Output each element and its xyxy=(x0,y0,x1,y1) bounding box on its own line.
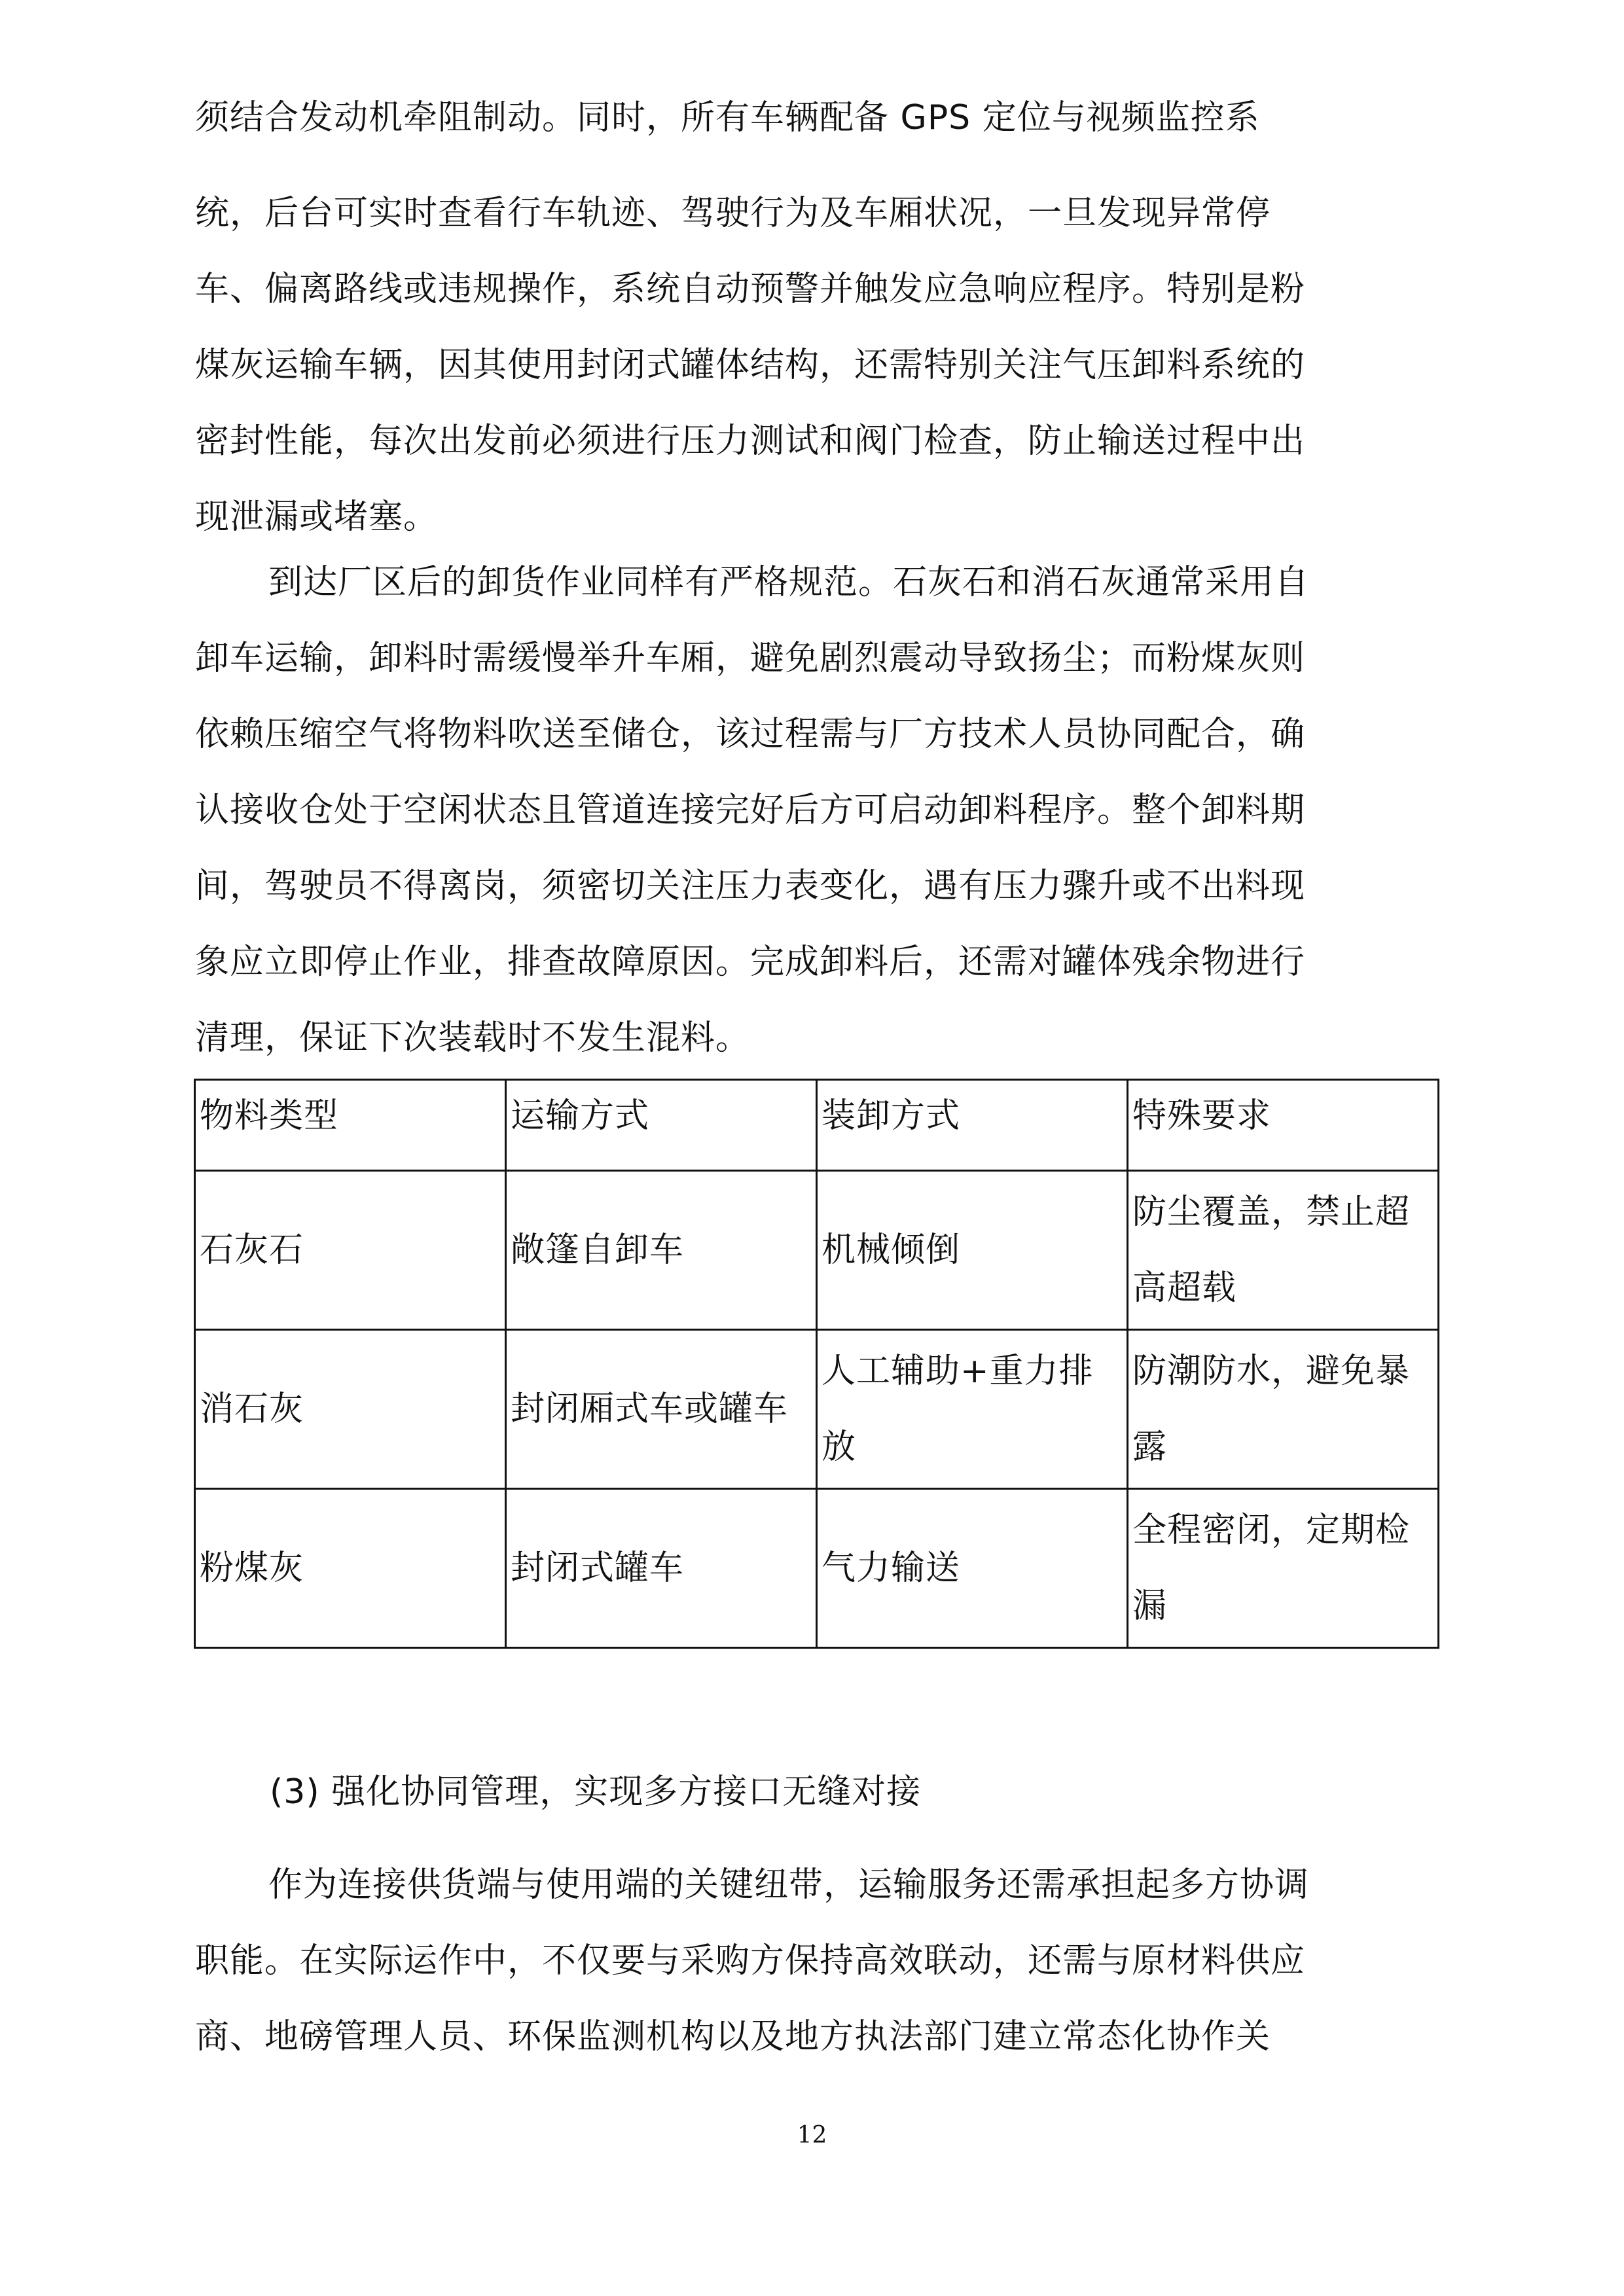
text-line: 清理，保证下次装载时不发生混料。 xyxy=(195,1018,751,1058)
text-line: 到达厂区后的卸货作业同样有严格规范。石灰石和消石灰通常采用自 xyxy=(268,563,1310,602)
text-line: 商、地磅管理人员、环保监测机构以及地方执法部门建立常态化协作关 xyxy=(195,2017,1271,2056)
paragraph-unloading xyxy=(195,545,1429,1076)
cell-requirement: 防尘覆盖，禁止超高超载 xyxy=(1128,1171,1439,1330)
text-line: 统，后台可实时查看行车轨迹、驾驶行为及车厢状况，一旦发现异常停 xyxy=(195,194,1271,233)
text-line: 认接收仓处于空闲状态且管道连接完好后方可启动卸料程序。整个卸料期 xyxy=(195,791,1306,830)
text-line: 须结合发动机牵阻制动。同时，所有车辆配备 GPS 定位与视频监控系 xyxy=(195,98,1260,137)
paragraph-gps-monitoring xyxy=(195,80,1429,555)
section-heading: (3) 强化协同管理，实现多方接口无缝对接 xyxy=(270,1772,922,1812)
text-line: 车、偏离路线或违规操作，系统自动预警并触发应急响应程序。特别是粉 xyxy=(195,270,1306,309)
text-line: 职能。在实际运作中，不仅要与采购方保持高效联动，还需与原材料供应 xyxy=(195,1941,1306,1981)
text-line: 依赖压缩空气将物料吹送至储仓，该过程需与厂方技术人员协同配合，确 xyxy=(195,715,1306,754)
table-row xyxy=(195,1330,1439,1489)
material-transport-table xyxy=(194,1079,1439,1649)
cell-material: 石灰石 xyxy=(195,1171,506,1330)
cell-transport: 敞篷自卸车 xyxy=(506,1171,817,1330)
table-row xyxy=(195,1171,1439,1330)
text-line: 现泄漏或堵塞。 xyxy=(195,497,439,537)
table-row xyxy=(195,1489,1439,1648)
header-transport-method: 运输方式 xyxy=(506,1080,817,1171)
cell-material: 消石灰 xyxy=(195,1330,506,1489)
header-material-type: 物料类型 xyxy=(195,1080,506,1171)
text-line: 煤灰运输车辆，因其使用封闭式罐体结构，还需特别关注气压卸料系统的 xyxy=(195,346,1306,385)
text-line: 间，驾驶员不得离岗，须密切关注压力表变化，遇有压力骤升或不出料现 xyxy=(195,867,1306,906)
text-line: 卸车运输，卸料时需缓慢举升车厢，避免剧烈震动导致扬尘；而粉煤灰则 xyxy=(195,639,1306,678)
cell-loading: 气力输送 xyxy=(817,1489,1128,1648)
cell-requirement: 全程密闭，定期检漏 xyxy=(1128,1489,1439,1648)
cell-transport: 封闭式罐车 xyxy=(506,1489,817,1648)
cell-material: 粉煤灰 xyxy=(195,1489,506,1648)
cell-requirement: 防潮防水，避免暴露 xyxy=(1128,1330,1439,1489)
cell-loading: 人工辅助+重力排放 xyxy=(817,1330,1128,1489)
header-loading-method: 装卸方式 xyxy=(817,1080,1128,1171)
table-header-row xyxy=(195,1080,1439,1171)
paragraph-coordination xyxy=(195,1847,1429,2075)
header-special-requirements: 特殊要求 xyxy=(1128,1080,1439,1171)
page-number: 12 xyxy=(797,2122,827,2149)
text-line: 作为连接供货端与使用端的关键纽带，运输服务还需承担起多方协调 xyxy=(268,1865,1310,1905)
cell-transport: 封闭厢式车或罐车 xyxy=(506,1330,817,1489)
cell-loading: 机械倾倒 xyxy=(817,1171,1128,1330)
text-line: 象应立即停止作业，排查故障原因。完成卸料后，还需对罐体残余物进行 xyxy=(195,942,1306,982)
text-line: 密封性能，每次出发前必须进行压力测试和阀门检查，防止输送过程中出 xyxy=(195,422,1306,461)
